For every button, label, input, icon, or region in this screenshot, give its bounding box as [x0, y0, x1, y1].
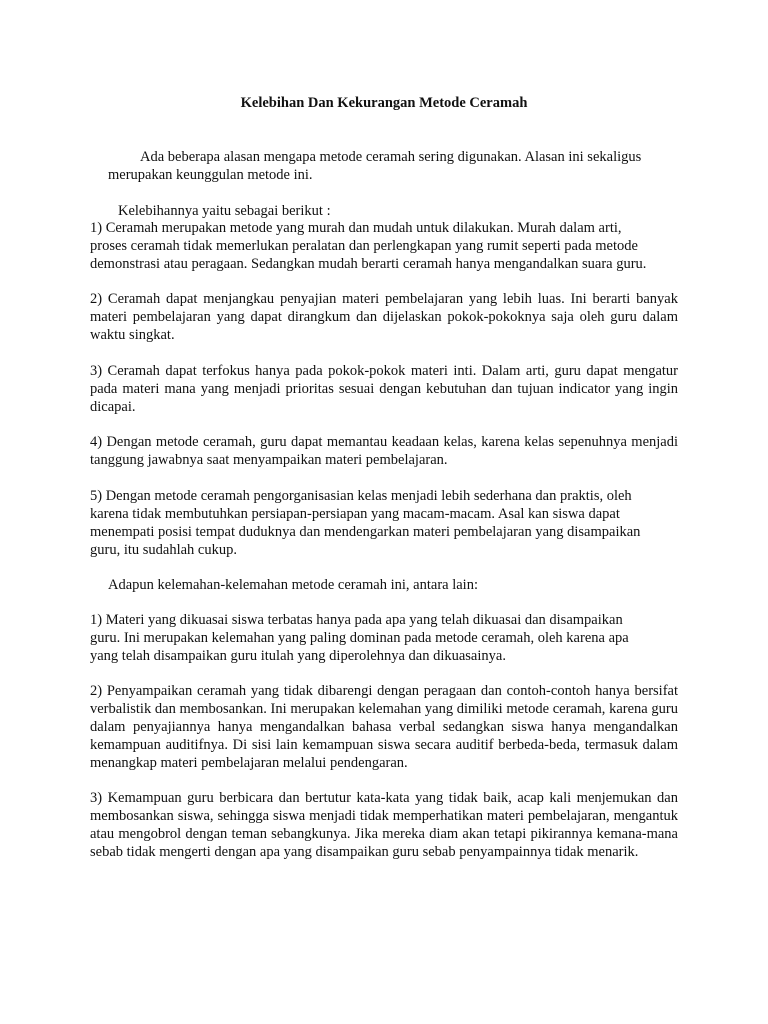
weakness-item-2: 2) Penyampaikan ceramah yang tidak dibarengi dengan peragaan dan contoh-contoh hanya bersifat verbalistik dan membosankan. Ini merupakan kelemahan yang dimiliki metode ceramah, karena guru dalam penyajiannya hanya mengandalkan bahasa verbal sedangkan siswa hanya mengandalkan kemampuan auditifnya. Di sisi lain kemampuan siswa secara auditif berbeda-beda, termasuk dalam menangkap materi pembelajaran melalui pendengaran. — [90, 683, 678, 771]
weakness-1-line-2: guru. Ini merupakan kelemahan yang paling dominan pada metode ceramah, oleh karena apa — [90, 630, 629, 646]
advantage-item-5 — [90, 487, 678, 559]
document-title: Kelebihan Dan Kekurangan Metode Ceramah — [240, 95, 528, 111]
advantage-item-3: 3) Ceramah dapat terfokus hanya pada pokok-pokok materi inti. Dalam arti, guru dapat mengatur pada materi mana yang menjadi prioritas sesuai dengan kebutuhan dan tujuan indicator yang ingin dicapai. — [90, 363, 678, 415]
weaknesses-heading: Adapun kelemahan-kelemahan metode ceramah ini, antara lain: — [108, 577, 478, 593]
advantage-1-line-1: 1) Ceramah merupakan metode yang murah dan mudah untuk dilakukan. Murah dalam arti, — [90, 220, 622, 236]
weakness-1-line-1: 1) Materi yang dikuasai siswa terbatas hanya pada apa yang telah dikuasai dan disampaikan — [90, 612, 623, 628]
weakness-item-3: 3) Kemampuan guru berbicara dan bertutur kata-kata yang tidak baik, acap kali menjemukan dan membosankan siswa, sehingga siswa menjadi tidak memperhatikan materi pembelajaran, mengantuk atau mengobrol dengan teman sebangkunya. Jika mereka diam akan tetapi pikirannya kemana-mana sebab tidak mengerti dengan apa yang disampaikan guru sebab penyampainnya tidak menarik. — [90, 790, 678, 860]
intro-paragraph — [108, 148, 678, 184]
intro-line-1: Ada beberapa alasan mengapa metode ceramah sering digunakan. Alasan ini sekaligus — [140, 149, 642, 165]
advantage-5-line-4: guru, itu sudahlah cukup. — [90, 542, 237, 558]
weakness-item-1 — [90, 611, 678, 665]
advantage-1-line-2: proses ceramah tidak memerlukan peralatan dan perlengkapan yang rumit seperti pada metode — [90, 238, 638, 254]
advantage-1-line-3: demonstrasi atau peragaan. Sedangkan mudah berarti ceramah hanya mengandalkan suara guru. — [90, 256, 647, 272]
advantage-item-1 — [90, 219, 678, 273]
advantage-5-line-1: 5) Dengan metode ceramah pengorganisasian kelas menjadi lebih sederhana dan praktis, oleh — [90, 488, 632, 504]
advantage-5-line-3: menempati posisi tempat duduknya dan mendengarkan materi pembelajaran yang disampaikan — [90, 524, 641, 540]
advantage-item-2: 2) Ceramah dapat menjangkau penyajian materi pembelajaran yang lebih luas. Ini berarti banyak materi pembelajaran yang dapat dirangkum dan dijelaskan pokok-pokoknya saja oleh guru dalam waktu singkat. — [90, 291, 678, 343]
weakness-1-line-3: yang telah disampaikan guru itulah yang diperolehnya dan dikuasainya. — [90, 648, 506, 664]
advantage-5-line-2: karena tidak membutuhkan persiapan-persiapan yang macam-macam. Asal kan siswa dapat — [90, 506, 620, 522]
intro-line-2: merupakan keunggulan metode ini. — [108, 167, 313, 183]
advantages-heading: Kelebihannya yaitu sebagai berikut : — [118, 203, 331, 219]
advantage-item-4: 4) Dengan metode ceramah, guru dapat memantau keadaan kelas, karena kelas sepenuhnya menjadi tanggung jawabnya saat menyampaikan materi pembelajaran. — [90, 434, 678, 468]
